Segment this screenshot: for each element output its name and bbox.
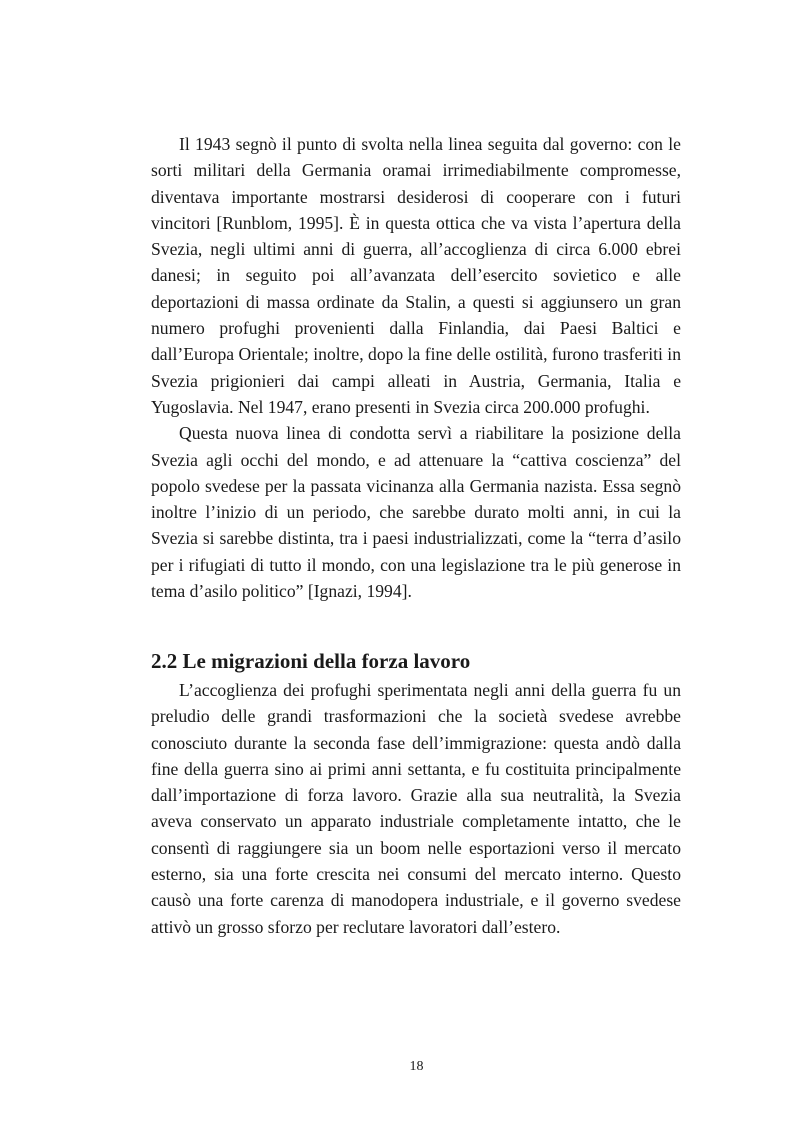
body-paragraph: Questa nuova linea di condotta servì a riabilitare la posizione della Svezia agli occhi del mondo, e ad attenuare la “cattiva coscienza” del popolo svedese per la passata vicinanza alla Germania nazista. Essa segnò inoltre l’inizio di un periodo, che sarebbe durato molti anni, in cui la Svezia si sarebbe distinta, tra i paesi industrializzati, come la “terra d’asilo per i rifugiati di tutto il mondo, con una legislazione tra le più generose in tema d’asilo politico” [Ignazi, 1994]. [151, 423, 681, 602]
section-body [151, 677, 681, 940]
section-heading: 2.2 Le migrazioni della forza lavoro [151, 649, 471, 673]
page-number: 18 [409, 1059, 424, 1074]
section-body [151, 131, 681, 604]
body-paragraph: L’accoglienza dei profughi sperimentata negli anni della guerra fu un preludio delle grandi trasformazioni che la società svedese avrebbe conosciuto durante la seconda fase dell’immigrazione: questa andò dalla fine della guerra sino ai primi anni settanta, e fu costituita principalmente dall’importazione di forza lavoro. Grazie alla sua neutralità, la Svezia aveva conservato un apparato industriale completamente intatto, che le consentì di raggiungere sia un boom nelle esportazioni verso il mercato esterno, sia una forte crescita nei consumi del mercato interno. Questo causò una forte carenza di manodopera industriale, e il governo svedese attivò un grosso sforzo per reclutare lavoratori dall’estero. [151, 680, 681, 937]
body-paragraph: Il 1943 segnò il punto di svolta nella linea seguita dal governo: con le sorti militari della Germania oramai irrimediabilmente compromesse, diventava importante mostrarsi desiderosi di cooperare con i futuri vincitori [Runblom, 1995]. È in questa ottica che va vista l’apertura della Svezia, negli ultimi anni di guerra, all’accoglienza di circa 6.000 ebrei danesi; in seguito poi all’avanzata dell’esercito sovietico e alle deportazioni di massa ordinate da Stalin, a questi si aggiunsero un gran numero profughi provenienti dalla Finlandia, dai Paesi Baltici e dall’Europa Orientale; inoltre, dopo la fine delle ostilità, furono trasferiti in Svezia prigionieri dai campi alleati in Austria, Germania, Italia e Yugoslavia. Nel 1947, erano presenti in Svezia circa 200.000 profughi. [151, 134, 681, 417]
